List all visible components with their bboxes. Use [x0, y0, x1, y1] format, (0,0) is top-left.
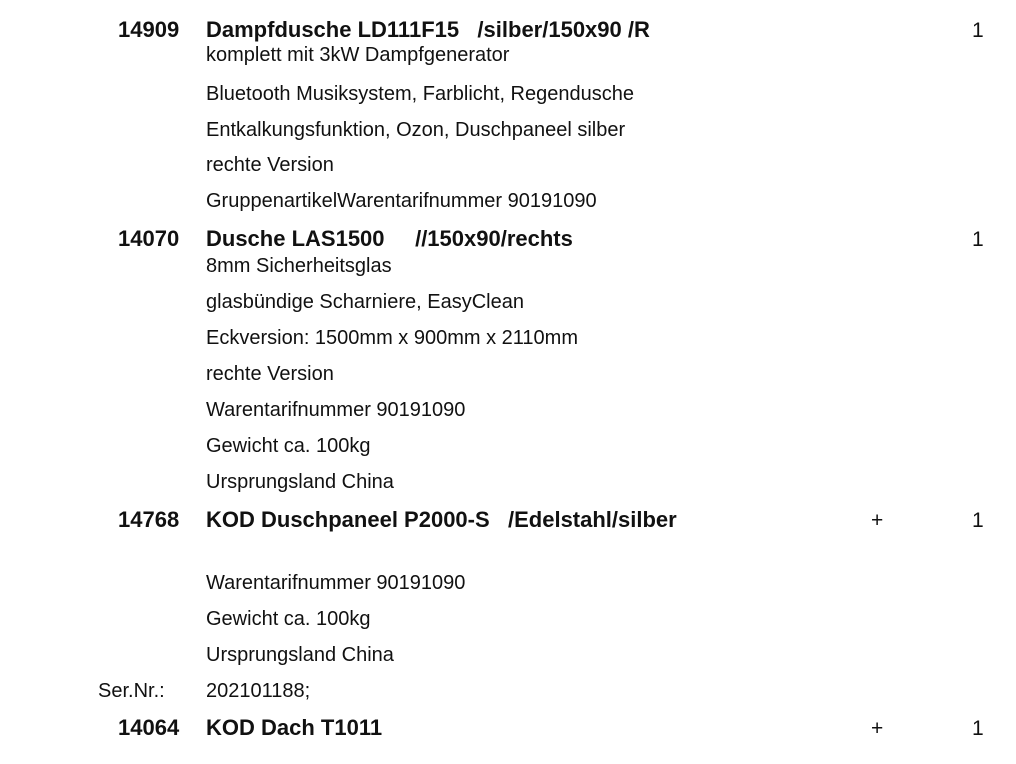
article-description-line: Entkalkungsfunktion, Ozon, Duschpaneel silber: [206, 119, 626, 141]
article-description-line: Ursprungsland China: [206, 644, 394, 666]
serial-number-value: 202101188;: [206, 680, 311, 702]
article-title: Dusche LAS1500 //150x90/rechts: [206, 226, 573, 251]
article-description-line: 8mm Sicherheitsglas: [206, 255, 392, 277]
article-title: Dampfdusche LD111F15 /silber/150x90 /R: [206, 17, 650, 42]
article-number: 14909: [118, 17, 180, 42]
article-quantity: 1: [972, 19, 984, 42]
article-quantity: 1: [972, 717, 984, 740]
article-description-line: GruppenartikelWarentarifnummer 90191090: [206, 190, 597, 212]
article-description-line: komplett mit 3kW Dampfgenerator: [206, 44, 510, 66]
article-title: KOD Dach T1011: [206, 715, 383, 740]
article-description-line: glasbündige Scharniere, EasyClean: [206, 291, 524, 313]
article-description-line: Warentarifnummer 90191090: [206, 572, 466, 594]
article-description-line: Bluetooth Musiksystem, Farblicht, Regendusche: [206, 83, 634, 105]
article-quantity: 1: [972, 228, 984, 251]
article-description-line: Eckversion: 1500mm x 900mm x 2110mm: [206, 327, 578, 349]
article-number: 14064: [118, 715, 180, 740]
article-description-line: Gewicht ca. 100kg: [206, 608, 371, 630]
article-description-line: rechte Version: [206, 363, 334, 385]
article-description-line: Gewicht ca. 100kg: [206, 435, 371, 457]
article-title: KOD Duschpaneel P2000-S /Edelstahl/silber: [206, 507, 677, 532]
article-marker: +: [871, 509, 884, 532]
article-number: 14768: [118, 507, 180, 532]
article-description-line: Ursprungsland China: [206, 471, 394, 493]
article-description-line: rechte Version: [206, 154, 334, 176]
article-number: 14070: [118, 226, 180, 251]
article-marker: +: [871, 717, 884, 740]
article-description-line: Warentarifnummer 90191090: [206, 399, 466, 421]
serial-number-label: Ser.Nr.:: [98, 680, 165, 702]
article-quantity: 1: [972, 509, 984, 532]
